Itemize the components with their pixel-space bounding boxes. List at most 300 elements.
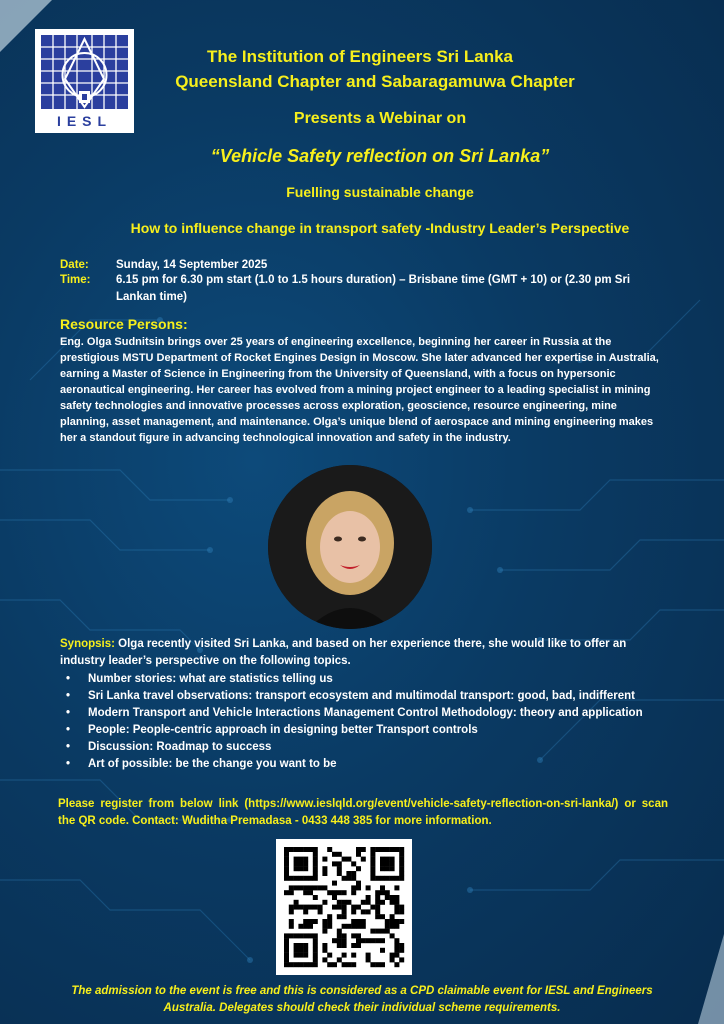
qr-module <box>342 924 347 929</box>
qr-module <box>361 909 366 914</box>
qr-module <box>390 861 395 866</box>
qr-module <box>380 861 385 866</box>
qr-module <box>313 933 318 938</box>
qr-module <box>385 866 390 871</box>
qr-module <box>380 929 385 934</box>
qr-module <box>298 885 303 890</box>
qr-module <box>342 900 347 905</box>
qr-module <box>394 962 399 967</box>
qr-module <box>337 866 342 871</box>
qr-module <box>356 905 361 910</box>
qr-module <box>294 905 299 910</box>
qr-module <box>327 890 332 895</box>
qr-module <box>342 938 347 943</box>
qr-module <box>356 885 361 890</box>
qr-module <box>313 857 318 862</box>
qr-module <box>289 885 294 890</box>
qr-module <box>399 909 404 914</box>
qr-module <box>303 905 308 910</box>
qr-module <box>356 852 361 857</box>
qr-module <box>308 962 313 967</box>
qr-module <box>322 929 327 934</box>
qr-module <box>327 953 332 958</box>
qr-module <box>385 861 390 866</box>
qr-module <box>294 857 299 862</box>
qr-module <box>284 938 289 943</box>
qr-module <box>399 871 404 876</box>
qr-module <box>390 857 395 862</box>
qr-module <box>337 900 342 905</box>
qr-module <box>394 938 399 943</box>
qr-module <box>332 890 337 895</box>
qr-module <box>375 900 380 905</box>
qr-module <box>308 847 313 852</box>
qr-module <box>284 948 289 953</box>
qr-module <box>337 890 342 895</box>
qr-module <box>327 962 332 967</box>
qr-module <box>303 857 308 862</box>
qr-module <box>337 943 342 948</box>
qr-module <box>399 847 404 852</box>
qr-module <box>308 933 313 938</box>
speaker-photo <box>268 465 432 629</box>
qr-module <box>366 957 371 962</box>
qr-module <box>351 933 356 938</box>
qr-module <box>337 933 342 938</box>
qr-module <box>294 866 299 871</box>
qr-module <box>394 924 399 929</box>
qr-module <box>394 900 399 905</box>
qr-module <box>394 909 399 914</box>
qr-module <box>351 919 356 924</box>
qr-module <box>370 962 375 967</box>
qr-module <box>342 909 347 914</box>
qr-module <box>294 876 299 881</box>
qr-code-icon <box>276 839 412 975</box>
qr-module <box>385 847 390 852</box>
qr-module <box>370 938 375 943</box>
resource-heading: Resource Persons: <box>60 316 188 332</box>
date-label: Date: <box>60 259 89 271</box>
qr-module <box>375 876 380 881</box>
qr-module <box>366 895 371 900</box>
qr-module <box>342 933 347 938</box>
qr-module <box>303 948 308 953</box>
qr-module <box>390 895 395 900</box>
qr-module <box>313 871 318 876</box>
qr-module <box>298 948 303 953</box>
org-name-line1: The Institution of Engineers Sri Lanka <box>206 47 514 66</box>
qr-module <box>322 857 327 862</box>
qr-module <box>342 962 347 967</box>
qr-module <box>375 962 380 967</box>
qr-module <box>356 933 361 938</box>
qr-module <box>284 953 289 958</box>
qr-module <box>313 962 318 967</box>
qr-module <box>298 857 303 862</box>
qr-module <box>332 905 337 910</box>
qr-module <box>356 938 361 943</box>
qr-module <box>313 948 318 953</box>
qr-module <box>390 953 395 958</box>
qr-module <box>356 881 361 886</box>
qr-module <box>322 948 327 953</box>
qr-module <box>327 847 332 852</box>
qr-module <box>337 957 342 962</box>
qr-module <box>351 876 356 881</box>
qr-module <box>370 857 375 862</box>
qr-module <box>322 957 327 962</box>
qr-module <box>284 957 289 962</box>
qr-module <box>351 962 356 967</box>
qr-module <box>289 933 294 938</box>
qr-module <box>380 876 385 881</box>
qr-module <box>313 847 318 852</box>
qr-module <box>351 890 356 895</box>
qr-module <box>289 890 294 895</box>
qr-module <box>322 885 327 890</box>
qr-module <box>303 919 308 924</box>
qr-module <box>380 948 385 953</box>
qr-module <box>289 847 294 852</box>
synopsis-label: Synopsis: <box>60 638 115 650</box>
qr-module <box>289 962 294 967</box>
qr-module <box>390 933 395 938</box>
qr-module <box>342 905 347 910</box>
qr-module <box>303 861 308 866</box>
qr-module <box>394 905 399 910</box>
synopsis-text: Olga recently visited Sri Lanka, and based on her experience there, she would like to offer an industry leader’s perspective on the following topics. <box>60 638 627 667</box>
qr-module <box>394 919 399 924</box>
qr-module <box>294 953 299 958</box>
qr-module <box>308 890 313 895</box>
qr-module <box>313 943 318 948</box>
qr-module <box>380 890 385 895</box>
qr-module <box>399 857 404 862</box>
qr-module <box>332 962 337 967</box>
qr-module <box>303 924 308 929</box>
qr-module <box>399 905 404 910</box>
qr-module <box>351 924 356 929</box>
qr-module <box>284 871 289 876</box>
qr-module <box>351 885 356 890</box>
qr-module <box>322 871 327 876</box>
qr-module <box>361 857 366 862</box>
qr-module <box>380 885 385 890</box>
qr-module <box>342 876 347 881</box>
qr-module <box>303 962 308 967</box>
list-item: • People: People-centric approach in designing better Transport controls <box>88 722 708 739</box>
qr-module <box>308 924 313 929</box>
qr-module <box>303 953 308 958</box>
qr-module <box>303 890 308 895</box>
qr-module <box>390 914 395 919</box>
qr-module <box>351 909 356 914</box>
qr-module <box>308 905 313 910</box>
qr-module <box>356 924 361 929</box>
qr-module <box>313 905 318 910</box>
subtitle: How to influence change in transport safety -Industry Leader’s Perspective <box>130 220 630 236</box>
qr-module <box>294 900 299 905</box>
qr-module <box>313 876 318 881</box>
list-item: • Discussion: Roadmap to success <box>88 739 708 756</box>
qr-module <box>298 953 303 958</box>
qr-module <box>375 938 380 943</box>
resource-bio: Eng. Olga Sudnitsin brings over 25 years of engineering excellence, beginning her career in Russia at the prestigious MSTU Department of Rocket Engines Design in Moscow. She later advanced her expertise in Australia, earning a Master of Science in Engineering from the University of Queensland, with a focus on hypersonic aeronautical engineering. Her career has evolved from a mining project engineer to a leading specialist in mining safety technologies and innovative processes across exploration, geoscience, resource engineering, mine planning, asset management, and maintenance. Olga’s unique blend of aerospace and mining engineering makes her a standout figure in advancing technological innovation and safety in the industry. <box>60 336 659 444</box>
qr-module <box>370 852 375 857</box>
qr-module <box>313 895 318 900</box>
qr-module <box>346 871 351 876</box>
qr-module <box>284 962 289 967</box>
qr-module <box>385 857 390 862</box>
qr-module <box>342 943 347 948</box>
qr-module <box>370 905 375 910</box>
qr-module <box>356 866 361 871</box>
speaker-portrait <box>268 465 432 629</box>
org-name-line2: Queensland Chapter and Sabaragamuwa Chapter <box>175 72 575 91</box>
qr-module <box>346 962 351 967</box>
qr-module <box>308 876 313 881</box>
iesl-logo <box>35 29 134 133</box>
qr-module <box>366 938 371 943</box>
qr-module <box>399 943 404 948</box>
qr-module <box>342 890 347 895</box>
qr-module <box>380 962 385 967</box>
qr-module <box>298 933 303 938</box>
qr-module <box>351 943 356 948</box>
qr-module <box>322 919 327 924</box>
qr-module <box>313 852 318 857</box>
qr-module <box>284 857 289 862</box>
qr-module <box>366 900 371 905</box>
qr-module <box>390 866 395 871</box>
qr-module <box>356 919 361 924</box>
qr-module <box>394 948 399 953</box>
list-item: • Number stories: what are statistics telling us <box>88 671 708 688</box>
qr-module <box>361 847 366 852</box>
qr-module <box>298 866 303 871</box>
qr-module <box>313 866 318 871</box>
qr-module <box>346 876 351 881</box>
qr-module <box>313 957 318 962</box>
qr-module <box>303 933 308 938</box>
qr-module <box>351 861 356 866</box>
qr-module <box>337 914 342 919</box>
footer-note: The admission to the event is free and this is considered as a CPD claimable event for IESL and Engineers Australia. Delegates should check their individual scheme requirements. <box>71 985 653 1014</box>
qr-module <box>337 905 342 910</box>
qr-module <box>284 861 289 866</box>
time-label: Time: <box>60 274 91 286</box>
qr-module <box>385 924 390 929</box>
qr-module <box>298 847 303 852</box>
qr-module <box>332 938 337 943</box>
qr-module <box>346 857 351 862</box>
qr-module <box>303 876 308 881</box>
qr-module <box>361 900 366 905</box>
time-value: 6.15 pm for 6.30 pm start (1.0 to 1.5 hours duration) – Brisbane time (GMT + 10) or (2.30 pm Sri Lankan time) <box>116 274 631 303</box>
qr-module <box>284 866 289 871</box>
qr-module <box>332 895 337 900</box>
date-value: Sunday, 14 September 2025 <box>116 259 268 271</box>
list-item: • Art of possible: be the change you want to be <box>88 756 708 773</box>
qr-module <box>375 890 380 895</box>
qr-module <box>337 929 342 934</box>
qr-module <box>289 876 294 881</box>
qr-module <box>375 895 380 900</box>
qr-module <box>370 871 375 876</box>
qr-module <box>289 909 294 914</box>
qr-module <box>394 847 399 852</box>
qr-module <box>375 929 380 934</box>
qr-module <box>327 914 332 919</box>
qr-module <box>390 900 395 905</box>
qr-module <box>394 876 399 881</box>
qr-module <box>318 885 323 890</box>
qr-module <box>284 943 289 948</box>
qr-module <box>394 943 399 948</box>
qr-module <box>346 900 351 905</box>
qr-module <box>351 953 356 958</box>
qr-module <box>294 943 299 948</box>
qr-module <box>380 914 385 919</box>
qr-module <box>375 914 380 919</box>
event-time <box>60 272 660 305</box>
qr-module <box>370 929 375 934</box>
qr-module <box>375 847 380 852</box>
tagline: Fuelling sustainable change <box>286 184 474 200</box>
qr-module <box>294 962 299 967</box>
qr-module <box>370 847 375 852</box>
qr-module <box>380 847 385 852</box>
qr-module <box>370 866 375 871</box>
qr-module <box>313 953 318 958</box>
qr-module <box>385 890 390 895</box>
qr-module <box>322 866 327 871</box>
topics-list <box>62 671 708 773</box>
qr-module <box>284 890 289 895</box>
qr-module <box>294 847 299 852</box>
qr-module <box>366 909 371 914</box>
qr-module <box>298 876 303 881</box>
qr-module <box>332 852 337 857</box>
qr-module <box>284 876 289 881</box>
qr-module <box>370 876 375 881</box>
qr-module <box>313 861 318 866</box>
qr-module <box>361 924 366 929</box>
qr-module <box>346 924 351 929</box>
qr-module <box>380 938 385 943</box>
qr-module <box>361 919 366 924</box>
qr-module <box>380 866 385 871</box>
qr-module <box>298 962 303 967</box>
qr-module <box>380 857 385 862</box>
qr-module <box>399 866 404 871</box>
webinar-title: “Vehicle Safety reflection on Sri Lanka” <box>210 146 550 166</box>
presents-line: Presents a Webinar on <box>293 110 467 127</box>
qr-module <box>390 847 395 852</box>
qr-module <box>303 885 308 890</box>
qr-module <box>318 909 323 914</box>
synopsis <box>60 636 660 669</box>
qr-module <box>298 943 303 948</box>
qr-module <box>337 938 342 943</box>
qr-module <box>322 900 327 905</box>
qr-module <box>313 919 318 924</box>
qr-module <box>399 861 404 866</box>
qr-module <box>390 919 395 924</box>
qr-module <box>380 900 385 905</box>
qr-module <box>399 948 404 953</box>
qr-module <box>385 895 390 900</box>
qr-module <box>289 905 294 910</box>
qr-module <box>375 905 380 910</box>
qr-module <box>294 885 299 890</box>
qr-module <box>332 881 337 886</box>
qr-module <box>327 924 332 929</box>
qr-module <box>356 943 361 948</box>
qr-module <box>298 861 303 866</box>
list-item: • Modern Transport and Vehicle Interactions Management Control Methodology: theory and application <box>88 705 708 722</box>
qr-module <box>298 924 303 929</box>
qr-module <box>318 905 323 910</box>
qr-module <box>385 929 390 934</box>
qr-module <box>294 948 299 953</box>
qr-module <box>366 953 371 958</box>
qr-module <box>366 885 371 890</box>
qr-module <box>399 876 404 881</box>
logo-text: IESL <box>56 113 113 129</box>
qr-module <box>361 938 366 943</box>
corner-decoration-bottom-right <box>698 934 724 1024</box>
qr-module <box>399 919 404 924</box>
qr-module <box>342 914 347 919</box>
list-item: • Sri Lanka travel observations: transport ecosystem and multimodal transport: good, bad, indifferent <box>88 688 708 705</box>
qr-module <box>284 852 289 857</box>
qr-module <box>332 861 337 866</box>
qr-module <box>303 909 308 914</box>
qr-module <box>351 905 356 910</box>
qr-module <box>399 957 404 962</box>
qr-module <box>390 957 395 962</box>
qr-module <box>322 924 327 929</box>
qr-module <box>289 919 294 924</box>
qr-module <box>385 876 390 881</box>
qr-module <box>390 876 395 881</box>
qr-module <box>342 857 347 862</box>
qr-module <box>337 861 342 866</box>
qr-module <box>399 852 404 857</box>
qr-module <box>322 943 327 948</box>
qr-module <box>394 895 399 900</box>
qr-module <box>390 924 395 929</box>
qr-module <box>294 861 299 866</box>
qr-module <box>284 933 289 938</box>
qr-module <box>303 847 308 852</box>
qr-module <box>342 953 347 958</box>
qr-module <box>337 852 342 857</box>
qr-code[interactable] <box>276 839 412 975</box>
qr-module <box>370 861 375 866</box>
qr-module <box>284 847 289 852</box>
qr-module <box>303 943 308 948</box>
qr-module <box>303 866 308 871</box>
qr-module <box>298 905 303 910</box>
qr-module <box>351 871 356 876</box>
qr-module <box>394 953 399 958</box>
register-text[interactable]: Please register from below link (https://www.ieslqld.org/event/vehicle-safety-reflection-on-sri-lanka/) or scan the QR code. Contact: Wuditha Premadasa - 0433 448 385 for more information. <box>58 798 668 827</box>
qr-module <box>289 924 294 929</box>
qr-module <box>294 933 299 938</box>
